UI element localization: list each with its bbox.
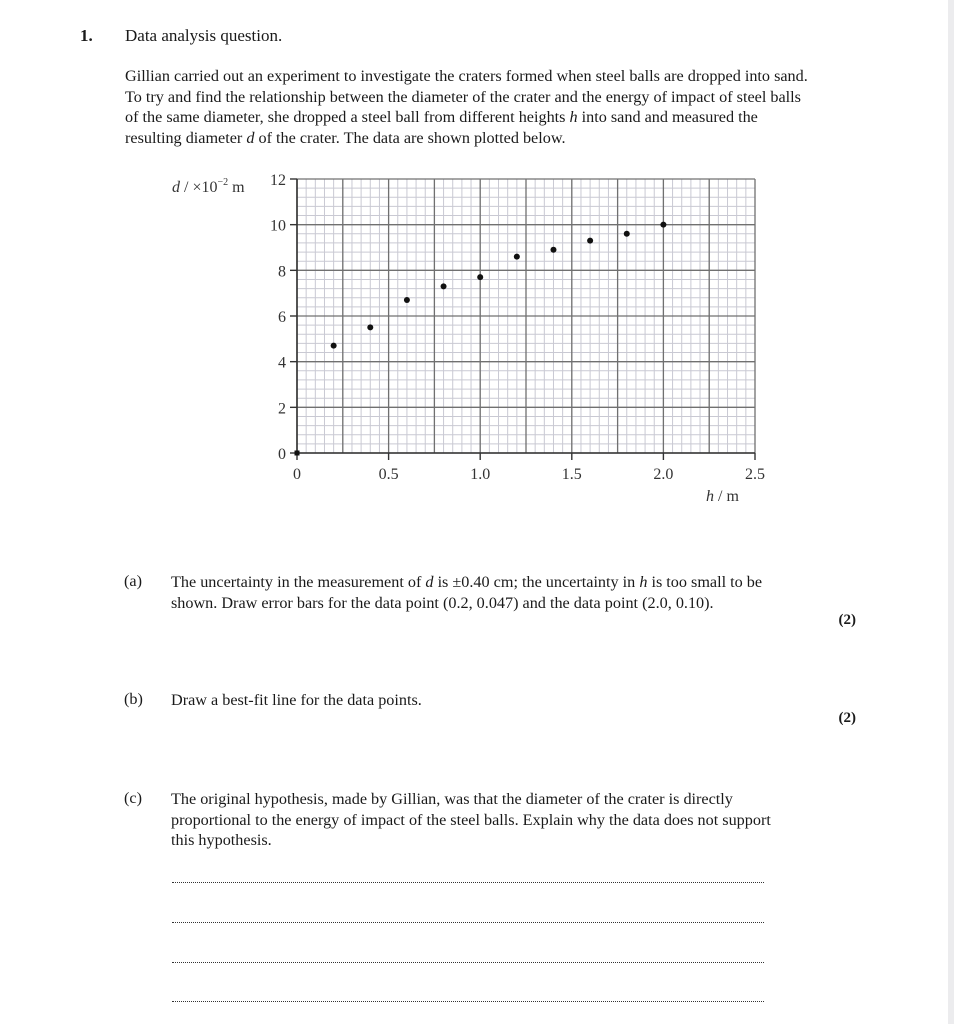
part-c-text: The original hypothesis, made by Gillian, was that the diameter of the crater is directly proportional to the energy of impact of the steel balls. Explain why the data does not support this hypothesis. (171, 790, 771, 849)
intro-text: of the crater. The data are shown plotted below. (254, 128, 566, 147)
y-axis-label: $d / \times 10^{-2}$ m (172, 177, 245, 196)
question-title: Data analysis question. (125, 26, 283, 45)
svg-text:1.0: 1.0 (470, 466, 491, 483)
question-intro (125, 66, 815, 148)
answer-line-3[interactable] (172, 962, 764, 963)
svg-text:6: 6 (278, 309, 286, 326)
answer-line-4[interactable] (172, 1001, 764, 1002)
part-a-text: The uncertainty in the measurement of d is ±0.40 cm; the uncertainty in h is too small to be shown. Draw error bars for the data point (0.2, 0.047) and the data point (2.0, 0.10). (171, 573, 763, 612)
major-grid (297, 179, 755, 453)
x-axis-label: h / m (706, 488, 739, 505)
part-b-label: (b) (124, 690, 143, 708)
answer-line-1[interactable] (172, 882, 764, 883)
svg-text:1.5: 1.5 (561, 466, 582, 483)
svg-text:2.5: 2.5 (745, 466, 765, 483)
svg-text:4: 4 (278, 354, 286, 372)
svg-text:0: 0 (278, 446, 286, 463)
page-edge-scrollbar[interactable] (948, 0, 954, 1024)
svg-text:0: 0 (293, 466, 301, 483)
svg-text:10: 10 (270, 217, 286, 235)
svg-text:2.0: 2.0 (653, 466, 674, 483)
part-c-label: (c) (124, 789, 142, 807)
svg-text:12: 12 (270, 172, 286, 189)
answer-line-2[interactable] (172, 922, 764, 923)
part-b-text: Draw a best-fit line for the data points. (171, 691, 422, 709)
svg-text:8: 8 (278, 263, 286, 281)
chart-canvas (160, 166, 800, 516)
chart-axes (290, 179, 755, 460)
svg-text:0.5: 0.5 (378, 466, 399, 483)
intro-var-d: d (246, 128, 255, 147)
intro-text: into sand and measured the resulting diameter (125, 108, 758, 147)
question-number: 1. (80, 26, 93, 45)
part-b-marks: (2) (838, 710, 856, 726)
part-a-marks: (2) (838, 612, 856, 628)
scatter-chart (160, 166, 800, 516)
intro-text: Gillian carried out an experiment to investigate the craters formed when steel balls are dropped into sand. To try and find the relationship between the diameter of the crater and the energy of impact of steel balls of the same diameter, she dropped a steel ball from different heights (125, 67, 808, 126)
svg-text:2: 2 (278, 400, 286, 418)
intro-var-h: h (569, 108, 578, 126)
part-a-label: (a) (124, 572, 142, 590)
